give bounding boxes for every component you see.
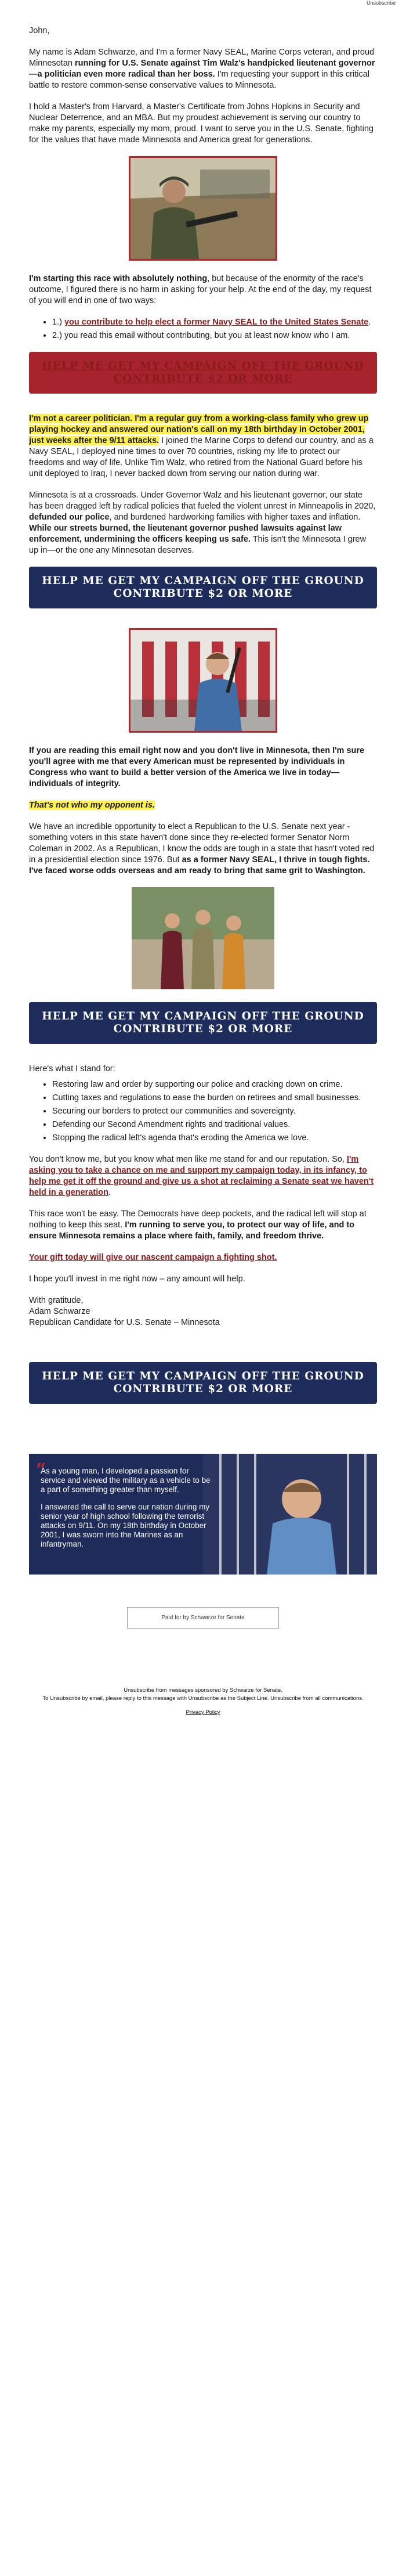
stand-intro: Here's what I stand for: — [29, 1064, 115, 1073]
stand-item: • Restoring law and order by supporting our police and cracking down on crime. — [52, 1079, 377, 1090]
choices-list — [29, 317, 377, 341]
support-campaign-link[interactable]: I'm asking you to take a chance on me and support my campaign today, in its infancy, to help me get it off the ground and give us a shot at reclaiming a Senate seat we haven't held in a generation — [29, 1155, 374, 1197]
starting-paragraph: I'm starting this race with absolutely nothing, but because of the enormity of the race's outcome, I figured there is no harm in asking for your help. At the end of the day, my request of you will end in one of two ways: — [29, 274, 372, 305]
signoff: With gratitude, Adam Schwarze Republican Candidate for U.S. Senate – Minnesota — [29, 1296, 220, 1327]
stand-item: • Stopping the radical left's agenda that's eroding the America we love. — [52, 1133, 377, 1144]
crossroads-paragraph: Minnesota is at a crossroads. Under Governor Walz and his lieutenant governor, our state has been dragged left by radical policies that fueled the violent unrest in Minneapolis in 2020, defunded our police, and burdened hardworking families with higher taxes and inflation. While our streets burned, the lieutenant governor pushed lawsuits against law enforcement, undermining the officers keeping us safe. This isn't the Minnesota I grew up in—or the one any Minnesotan deserves. — [29, 491, 376, 555]
gift-line — [29, 1252, 377, 1263]
credentials-paragraph: I hold a Master's from Harvard, a Master's Certificate from Johns Hopkins in Security and Nuclear Deterrence, and an MBA. But my proudest achievement is serving our country to make my parents, especially my mom, proud. I want to serve you in the U.S. Senate, fighting for the values that have made Minnesota and America great for generations. — [29, 102, 374, 145]
stands-list — [29, 1079, 377, 1144]
bio-paragraph: I'm not a career politician. I'm a regular guy from a working-class family who grew up playing hockey and answered our nation's call on my 18th birthday in October 2001, just weeks after the 9/11 attacks. I joined the Marine Corps to defend our country, and as a Navy SEAL, I deployed nine times to over 70 countries, risking my life to protect our freedoms and way of life. Unlike Tim Walz, who retired from the National Guard before his unit deployed to Iraq, I never backed down from serving our nation during war. — [29, 414, 374, 478]
choice-one: • 1.) you contribute to help elect a former Navy SEAL to the United States Senate. — [52, 317, 377, 328]
donate-button-2[interactable]: HELP ME GET MY CAMPAIGN OFF THE GROUND CONTRIBUTE $2 OR MORE — [29, 567, 377, 608]
hockey-photo — [129, 628, 277, 733]
donate-button-4[interactable]: HELP ME GET MY CAMPAIGN OFF THE GROUND CONTRIBUTE $2 OR MORE — [29, 1362, 377, 1404]
military-photo — [129, 156, 277, 261]
greeting: John, — [29, 26, 50, 35]
contribute-link[interactable]: you contribute to help elect a former Navy SEAL to the United States Senate — [64, 318, 369, 327]
quote-banner — [29, 1454, 377, 1575]
donate-button-1[interactable]: HELP ME GET MY CAMPAIGN OFF THE GROUND CONTRIBUTE $2 OR MORE — [29, 352, 377, 394]
unsubscribe-link-top[interactable]: Unsubscribe — [366, 0, 396, 6]
race-paragraph: This race won't be easy. The Democrats have deep pockets, and the radical left will stop at nothing to keep this seat. I'm running to serve you, to protect our way of life, and to ensure Minnesota remains a place where faith, family, and freedom thrive. — [29, 1209, 367, 1241]
email-body — [29, 8, 377, 1717]
privacy-policy-link[interactable]: Privacy Policy — [186, 1709, 220, 1716]
paid-for-box: Paid for by Schwarze for Senate — [127, 1607, 279, 1629]
top-bar — [0, 0, 406, 8]
gift-link[interactable]: Your gift today will give our nascent campaign a fighting shot. — [29, 1253, 277, 1262]
stand-item: • Defending our Second Amendment rights and traditional values. — [52, 1119, 377, 1130]
opportunity-paragraph: We have an incredible opportunity to elect a Republican to the U.S. Senate next year - something voters in this state haven't done since they re-elected former Senator Norm Coleman in 2002. As a Republican, I know the odds are tough in a state that hasn't voted red in a presidential election since 1976. But as a former Navy SEAL, I thrive in tough fights. I've faced worse odds overseas and am ready to bring that same grit to Washington. — [29, 822, 375, 876]
opponent-line: That's not who my opponent is. — [29, 801, 155, 810]
footer: Unsubscribe from messages sponsored by Schwarze for Senate. To Unsubscribe by email, please reply to this message with Unsubscribe as the Subject Line. Unsubscribe from all communications. Privacy Policy — [42, 1687, 364, 1716]
family-photo — [132, 887, 274, 989]
quote-mark-icon: “ — [36, 1460, 46, 1480]
non-minnesota-paragraph: If you are reading this email right now and you don't live in Minnesota, then I'm sure you'll agree with me that every American must be represented by individuals in Congress who want to build a better version of the America we live in today—individuals of integrity. — [29, 746, 365, 788]
banner-quote: As a young man, I developed a passion for service and viewed the military as a vehicle to be a part of something greater than myself. I answered the call to serve our nation during my senior year of high school following the terrorist attacks on 9/11. On my 18th birthday in October 2001, I was sworn into the Marines as an infantryman. — [41, 1467, 211, 1548]
choice-two: • 2.) you read this email without contributing, but you at least now know who I am. — [52, 330, 377, 341]
ask-paragraph: You don't know me, but you know what men like me stand for and our reputation. So, I'm asking you to take a chance on me and support my campaign today, in its infancy, to help me get it off the ground and give us a shot at reclaiming a Senate seat we haven't held in a generation. — [29, 1155, 374, 1197]
intro-paragraph: My name is Adam Schwarze, and I'm a former Navy SEAL, Marine Corps veteran, and proud Minnesotan running for U.S. Senate against Tim Walz's handpicked lieutenant governor—a politician even more radical than her boss. I'm requesting your support in this critical battle to restore common-sense conservative values to Minnesota. — [29, 48, 375, 90]
stand-item: • Cutting taxes and regulations to ease the burden on retirees and small businesses. — [52, 1093, 377, 1104]
donate-button-3[interactable]: HELP ME GET MY CAMPAIGN OFF THE GROUND CONTRIBUTE $2 OR MORE — [29, 1002, 377, 1044]
hope-line: I hope you'll invest in me right now – any amount will help. — [29, 1274, 245, 1284]
stand-item: • Securing our borders to protect our communities and sovereignty. — [52, 1106, 377, 1117]
